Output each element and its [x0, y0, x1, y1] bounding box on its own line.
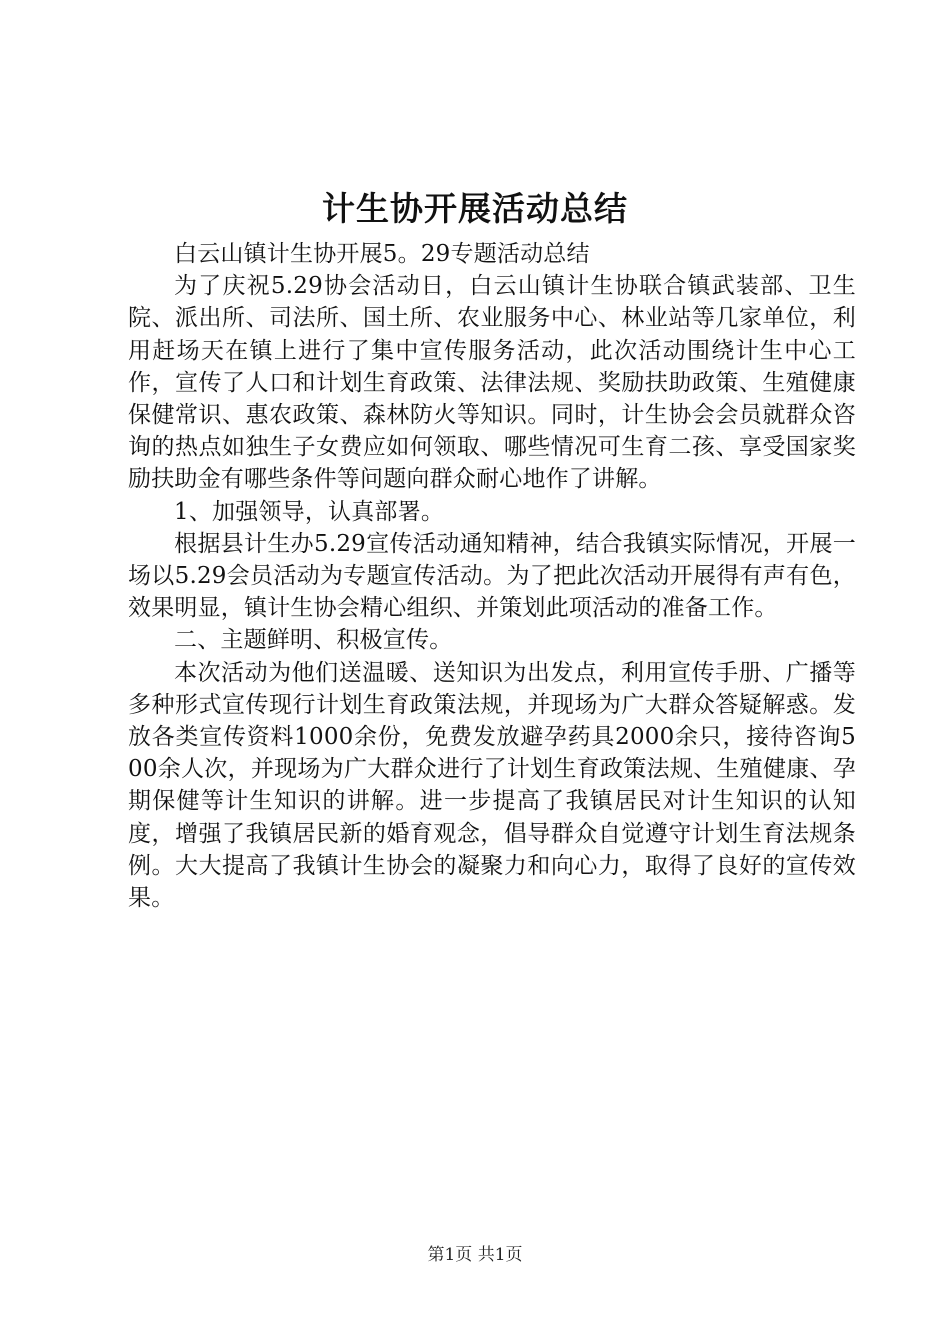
section-paragraph-2: 本次活动为他们送温暖、送知识为出发点，利用宣传手册、广播等多种形式宣传现行计划生育政策法规，并现场为广大群众答疑解惑。发放各类宣传资料1000余份，免费发放避孕药具2000余只，接待咨询500余人次，并现场为广大群众进行了计划生育政策法规、生殖健康、孕期保健等计生知识的讲解。进一步提高了我镇居民对计生知识的认知度，增强了我镇居民新的婚育观念，倡导群众自觉遵守计划生育法规条例。大大提高了我镇计生协会的凝聚力和向心力，取得了良好的宣传效果。: [128, 659, 856, 912]
section-heading-1: 1、加强领导，认真部署。: [174, 498, 445, 525]
section-paragraph-1: 根据县计生办5.29宣传活动通知精神，结合我镇实际情况，开展一场以5.29会员活动为专题宣传活动。为了把此次活动开展得有声有色，效果明显，镇计生协会精心组织、并策划此项活动的准备工作。: [128, 530, 856, 622]
document-title: 计生协开展活动总结: [322, 189, 628, 228]
page-number-footer: 第1页 共1页: [427, 1245, 523, 1265]
section-heading-2: 二、主题鲜明、积极宣传。: [174, 627, 453, 654]
document-body: [128, 238, 856, 914]
intro-paragraph: 为了庆祝5.29协会活动日，白云山镇计生协联合镇武装部、卫生院、派出所、司法所、国土所、农业服务中心、林业站等几家单位，利用赶场天在镇上进行了集中宣传服务活动，此次活动围绕计生中心工作，宣传了人口和计划生育政策、法律法规、奖励扶助政策、生殖健康保健常识、惠农政策、森林防火等知识。同时，计生协会会员就群众咨询的热点如独生子女费应如何领取、哪些情况可生育二孩、享受国家奖励扶助金有哪些条件等问题向群众耐心地作了讲解。: [128, 273, 856, 493]
subtitle-paragraph: 白云山镇计生协开展5。29专题活动总结: [174, 241, 590, 267]
